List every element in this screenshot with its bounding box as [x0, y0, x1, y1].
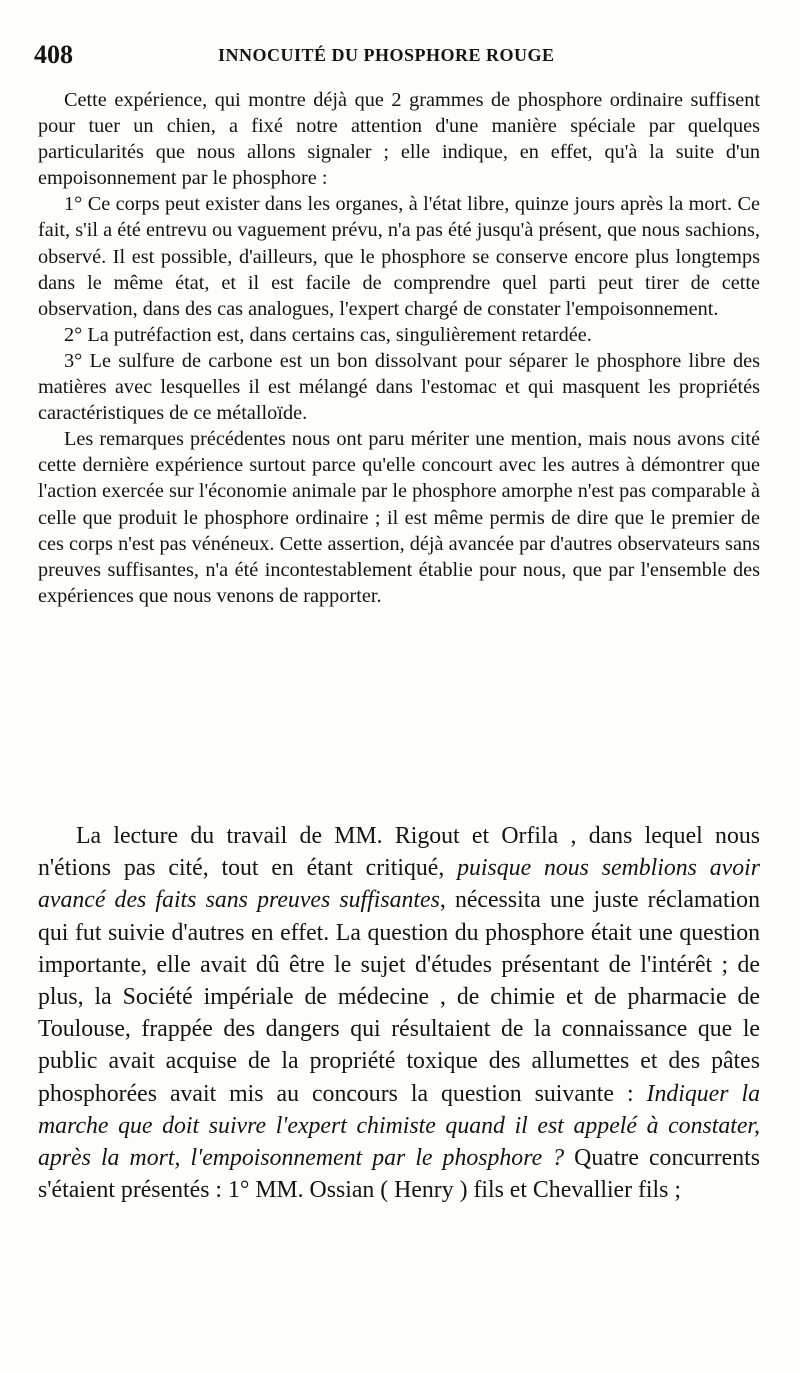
running-title: INNOCUITÉ DU PHOSPHORE ROUGE	[218, 45, 555, 65]
text-run: , nécessita une juste réclamation qui fut suivie d'autres en effet. La question du phosphore était une question importante, elle avait dû être le sujet d'études présentant de l'intérêt ; de plus, la Société impériale de médecine , de chimie et de pharmacie de Toulouse, frappée des dangers qui résultaient de la connaissance que le public avait acquise de la propriété toxique des allumettes et des pâtes phosphorées avait mis au concours la question suivante :	[38, 887, 760, 1107]
paragraph-lecture	[38, 820, 760, 1206]
paragraph-point-2: 2° La putréfaction est, dans certains cas, singulièrement retardée.	[64, 323, 592, 346]
text-run: Quatre concurrents s'étaient présentés : 1° MM. Ossian ( Henry ) fils et Chevallier fils ;	[38, 1145, 760, 1204]
paragraph-point-3: 3° Le sulfure de carbone est un bon dissolvant pour séparer le phosphore libre des matières avec lesquelles il est mélangé dans l'estomac et qui masquent les propriétés caractéristiques de ce métalloïde.	[38, 349, 760, 425]
text-run: La lecture du travail de MM. Rigout et Orfila , dans lequel nous n'étions pas cité, tout en étant critiqué,	[38, 823, 760, 882]
paragraph-remarks: Les remarques précédentes nous ont paru mériter une mention, mais nous avons cité cette dernière expérience surtout parce qu'elle concourt avec les autres à démontrer que l'action exercée sur l'économie animale par le phosphore amorphe n'est pas comparable à celle que produit le phosphore ordinaire ; il est même permis de dire que le premier de ces corps n'est pas vénéneux. Cette assertion, déjà avancée par d'autres observateurs sans preuves suffisantes, n'a été incontestablement établie pour nous, que par l'ensemble des expériences que nous venons de rapporter.	[38, 428, 760, 607]
small-print-section	[38, 87, 760, 609]
italic-run: puisque nous semblions avoir avancé des faits sans preuves suffisantes	[38, 855, 760, 914]
paragraph-point-1: 1° Ce corps peut exister dans les organes, à l'état libre, quinze jours après la mort. Ce fait, s'il a été entrevu ou vaguement prévu, n'a pas été jusqu'à présent, que nous sachions, observé. Il est possible, d'ailleurs, que le phosphore se conserve encore plus longtemps dans le même état, et il est facile de comprendre quel parti peut tirer de cette observation, dans des cas analogues, l'expert chargé de constater l'empoisonnement.	[38, 193, 760, 320]
italic-run: Indiquer la marche que doit suivre l'expert chimiste quand il est appelé à constater, après la mort, l'empoisonnement par le phosphore ?	[38, 1080, 760, 1172]
paragraph-intro: Cette expérience, qui montre déjà que 2 grammes de phosphore ordinaire suffisent pour tuer un chien, a fixé notre attention d'une manière spéciale par quelques particularités que nous allons signaler ; elle indique, en effet, qu'à la suite d'un empoisonnement par le phosphore :	[38, 89, 760, 190]
page-header	[30, 40, 770, 70]
page-number: 408	[34, 40, 73, 69]
large-print-section	[38, 820, 760, 1206]
